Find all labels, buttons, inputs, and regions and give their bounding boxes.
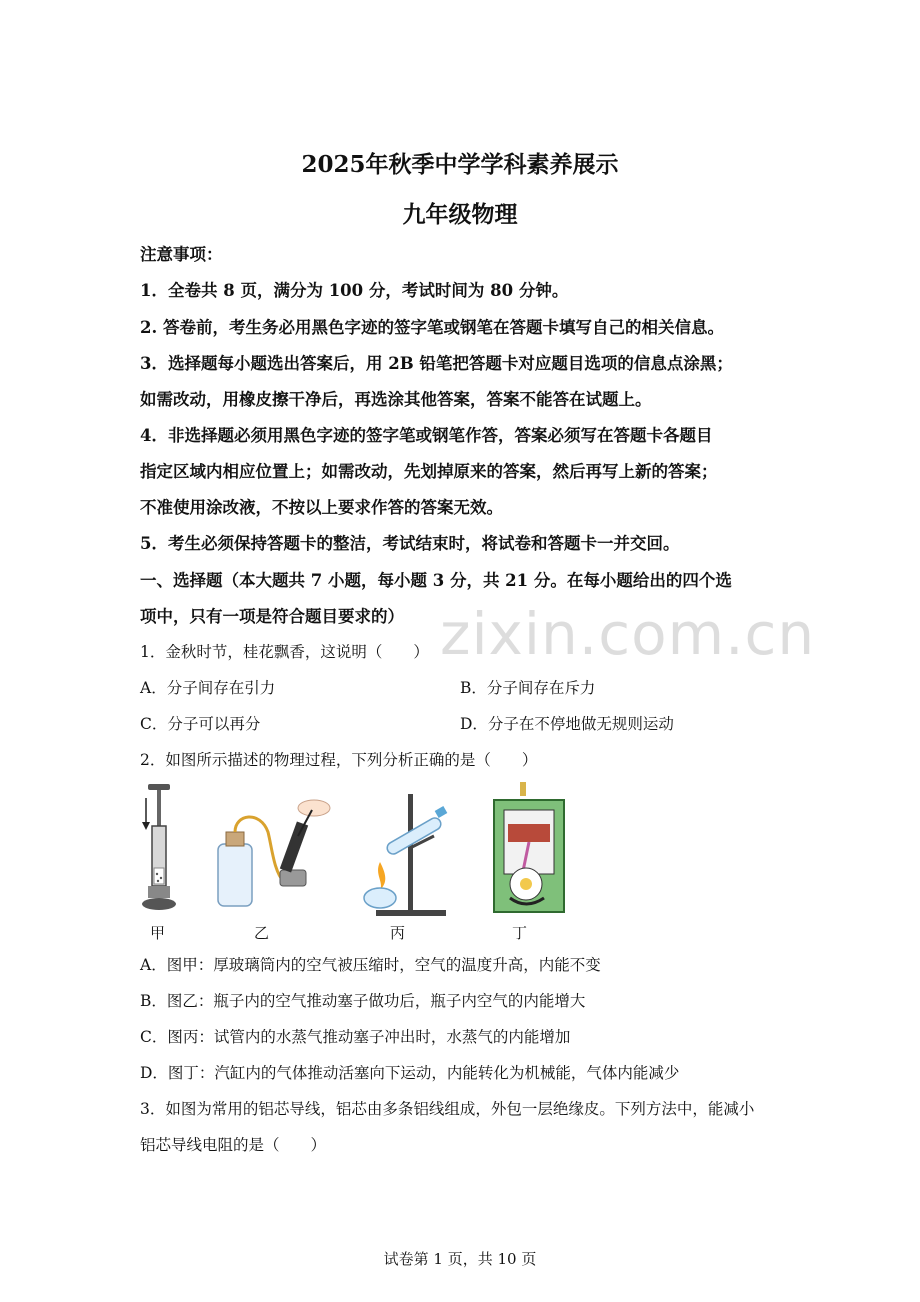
q3-stem-cont: 铝芯导线电阻的是（ ） bbox=[140, 1136, 327, 1154]
q2-option-c: C．图丙：试管内的水蒸气推动塞子冲出时，水蒸气的内能增加 bbox=[140, 1028, 571, 1046]
page-footer: 试卷第 1 页，共 10 页 bbox=[383, 1250, 537, 1268]
exam-title: 2025年秋季中学学科素养展示 bbox=[301, 151, 619, 178]
q2-option-a: A．图甲：厚玻璃筒内的空气被压缩时，空气的温度升高，内能不变 bbox=[140, 956, 601, 974]
q1-stem: 1．金秋时节，桂花飘香，这说明（ ） bbox=[140, 643, 429, 661]
compression-cylinder-figure bbox=[136, 776, 186, 920]
q3-stem: 3．如图为常用的铝芯导线，铝芯由多条铝线组成，外包一层绝缘皮。下列方法中，能减小 bbox=[140, 1100, 755, 1118]
test-tube-heating-figure bbox=[356, 790, 466, 920]
bottle-pump-figure bbox=[212, 792, 336, 920]
notice-line: 不准使用涂改液，不按以上要求作答的答案无效。 bbox=[140, 498, 503, 517]
notice-heading: 注意事项： bbox=[140, 245, 223, 264]
engine-cylinder-figure bbox=[484, 780, 574, 920]
figure-label-bing: 丙 bbox=[390, 924, 406, 942]
notice-line: 指定区域内相应位置上；如需改动，先划掉原来的答案，然后再写上新的答案； bbox=[140, 462, 718, 481]
figure-label-yi: 乙 bbox=[254, 924, 270, 942]
q2-figures bbox=[136, 776, 696, 940]
q1-option-d: D．分子在不停地做无规则运动 bbox=[460, 715, 674, 733]
notice-line: 3．选择题每小题选出答案后，用 2B 铅笔把答题卡对应题目选项的信息点涂黑； bbox=[140, 354, 733, 373]
notice-line: 如需改动，用橡皮擦干净后，再选涂其他答案，答案不能答在试题上。 bbox=[140, 390, 652, 409]
notice-line: 5．考生必须保持答题卡的整洁，考试结束时，将试卷和答题卡一并交回。 bbox=[140, 534, 680, 553]
figure-label-ding: 丁 bbox=[512, 924, 528, 942]
q2-option-b: B．图乙：瓶子内的空气推动塞子做功后，瓶子内空气的内能增大 bbox=[140, 992, 586, 1010]
figure-label-jia: 甲 bbox=[150, 924, 166, 942]
notice-line: 4．非选择题必须用黑色字迹的签字笔或钢笔作答，答案必须写在答题卡各题目 bbox=[140, 426, 713, 445]
watermark: zixin.com.cn bbox=[440, 600, 816, 668]
exam-subtitle: 九年级物理 bbox=[402, 201, 518, 228]
notice-line: 1．全卷共 8 页，满分为 100 分，考试时间为 80 分钟。 bbox=[140, 281, 569, 300]
q1-option-b: B．分子间存在斥力 bbox=[460, 679, 596, 697]
notice-line: 2. 答卷前，考生务必用黑色字迹的签字笔或钢笔在答题卡填写自己的相关信息。 bbox=[140, 318, 724, 337]
q2-stem: 2．如图所示描述的物理过程，下列分析正确的是（ ） bbox=[140, 751, 538, 769]
section-heading-cont: 项中，只有一项是符合题目要求的） bbox=[140, 607, 404, 626]
q1-option-a: A．分子间存在引力 bbox=[140, 679, 276, 697]
section-heading: 一、选择题（本大题共 7 小题，每小题 3 分，共 21 分。在每小题给出的四个选 bbox=[140, 571, 732, 590]
q2-option-d: D．图丁：汽缸内的气体推动活塞向下运动，内能转化为机械能，气体内能减少 bbox=[140, 1064, 680, 1082]
q1-option-c: C．分子可以再分 bbox=[140, 715, 261, 733]
